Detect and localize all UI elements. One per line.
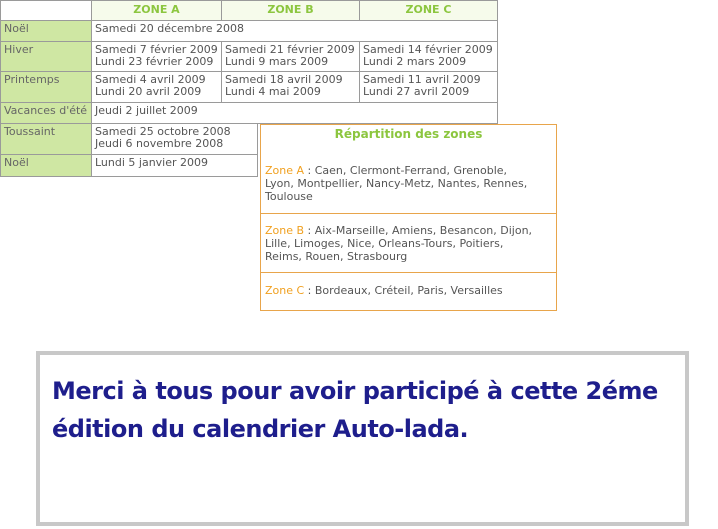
table-row-label: Noël	[0, 154, 92, 177]
zone-a-block	[261, 164, 556, 203]
zone-cities: Toulouse	[265, 190, 313, 203]
zone-cities: Reims, Rouen, Strasbourg	[265, 250, 408, 263]
table-cell-all-zones	[91, 154, 258, 177]
thank-you-panel	[36, 351, 689, 526]
message-line: édition du calendrier Auto-lada.	[52, 415, 469, 443]
table-row-label: Toussaint	[0, 123, 92, 155]
zone-separator: :	[304, 224, 315, 237]
table-header-zone-c: ZONE C	[359, 0, 498, 21]
table-cell-zone-c	[359, 71, 498, 103]
zones-title: Répartition des zones	[334, 127, 483, 141]
zones-distribution-box	[260, 124, 557, 311]
zone-divider	[261, 272, 556, 273]
zone-cities: Caen, Clermont-Ferrand, Grenoble,	[314, 164, 508, 177]
date-line: Lundi 20 avril 2009	[95, 85, 202, 98]
table-cell-all-zones	[91, 123, 258, 155]
date-line: Samedi 4 avril 2009	[95, 73, 206, 86]
date-line: Lundi 23 février 2009	[95, 55, 214, 68]
date-line: Lundi 2 mars 2009	[363, 55, 467, 68]
zone-cities: Lille, Limoges, Nice, Orleans-Tours, Poitiers,	[265, 237, 504, 250]
date-line: Jeudi 2 juillet 2009	[95, 104, 198, 117]
date-line: Lundi 9 mars 2009	[225, 55, 329, 68]
date-line: Lundi 5 janvier 2009	[95, 156, 209, 169]
table-header-corner	[0, 0, 92, 21]
date-line: Samedi 18 avril 2009	[225, 73, 343, 86]
date-line: Lundi 4 mai 2009	[225, 85, 321, 98]
table-cell-zone-c	[359, 41, 498, 72]
date-line: Samedi 14 février 2009	[363, 43, 493, 56]
date-line: Samedi 25 octobre 2008	[95, 125, 231, 138]
table-cell-zone-a	[91, 71, 222, 103]
table-row-label: Hiver	[0, 41, 92, 72]
zone-separator: :	[304, 284, 315, 297]
zone-b-label: Zone B	[265, 224, 305, 237]
date-line: Samedi 20 décembre 2008	[95, 22, 245, 35]
table-header-zone-b: ZONE B	[221, 0, 360, 21]
table-cell-zone-b	[221, 71, 360, 103]
table-cell-all-zones	[91, 102, 498, 124]
table-row-label: Printemps	[0, 71, 92, 103]
zone-c-block	[261, 284, 556, 297]
zone-b-block	[261, 224, 556, 263]
table-cell-all-zones	[91, 20, 498, 42]
table-header-zone-a: ZONE A	[91, 0, 222, 21]
zone-separator: :	[304, 164, 315, 177]
table-row-label: Noël	[0, 20, 92, 42]
table-cell-zone-b	[221, 41, 360, 72]
message-line: Merci à tous pour avoir participé à cette 2éme	[52, 377, 658, 405]
table-row-label: Vacances d'été	[0, 102, 92, 124]
date-line: Samedi 21 février 2009	[225, 43, 355, 56]
zone-a-label: Zone A	[265, 164, 305, 177]
zone-cities: Aix-Marseille, Amiens, Besancon, Dijon,	[314, 224, 533, 237]
date-line: Lundi 27 avril 2009	[363, 85, 470, 98]
zone-cities: Bordeaux, Créteil, Paris, Versailles	[314, 284, 503, 297]
zone-cities: Lyon, Montpellier, Nancy-Metz, Nantes, Rennes,	[265, 177, 528, 190]
date-line: Samedi 7 février 2009	[95, 43, 218, 56]
thank-you-message	[52, 372, 673, 448]
zone-c-label: Zone C	[265, 284, 305, 297]
date-line: Samedi 11 avril 2009	[363, 73, 481, 86]
date-line: Jeudi 6 novembre 2008	[95, 137, 224, 150]
zone-divider	[261, 213, 556, 214]
table-cell-zone-a	[91, 41, 222, 72]
